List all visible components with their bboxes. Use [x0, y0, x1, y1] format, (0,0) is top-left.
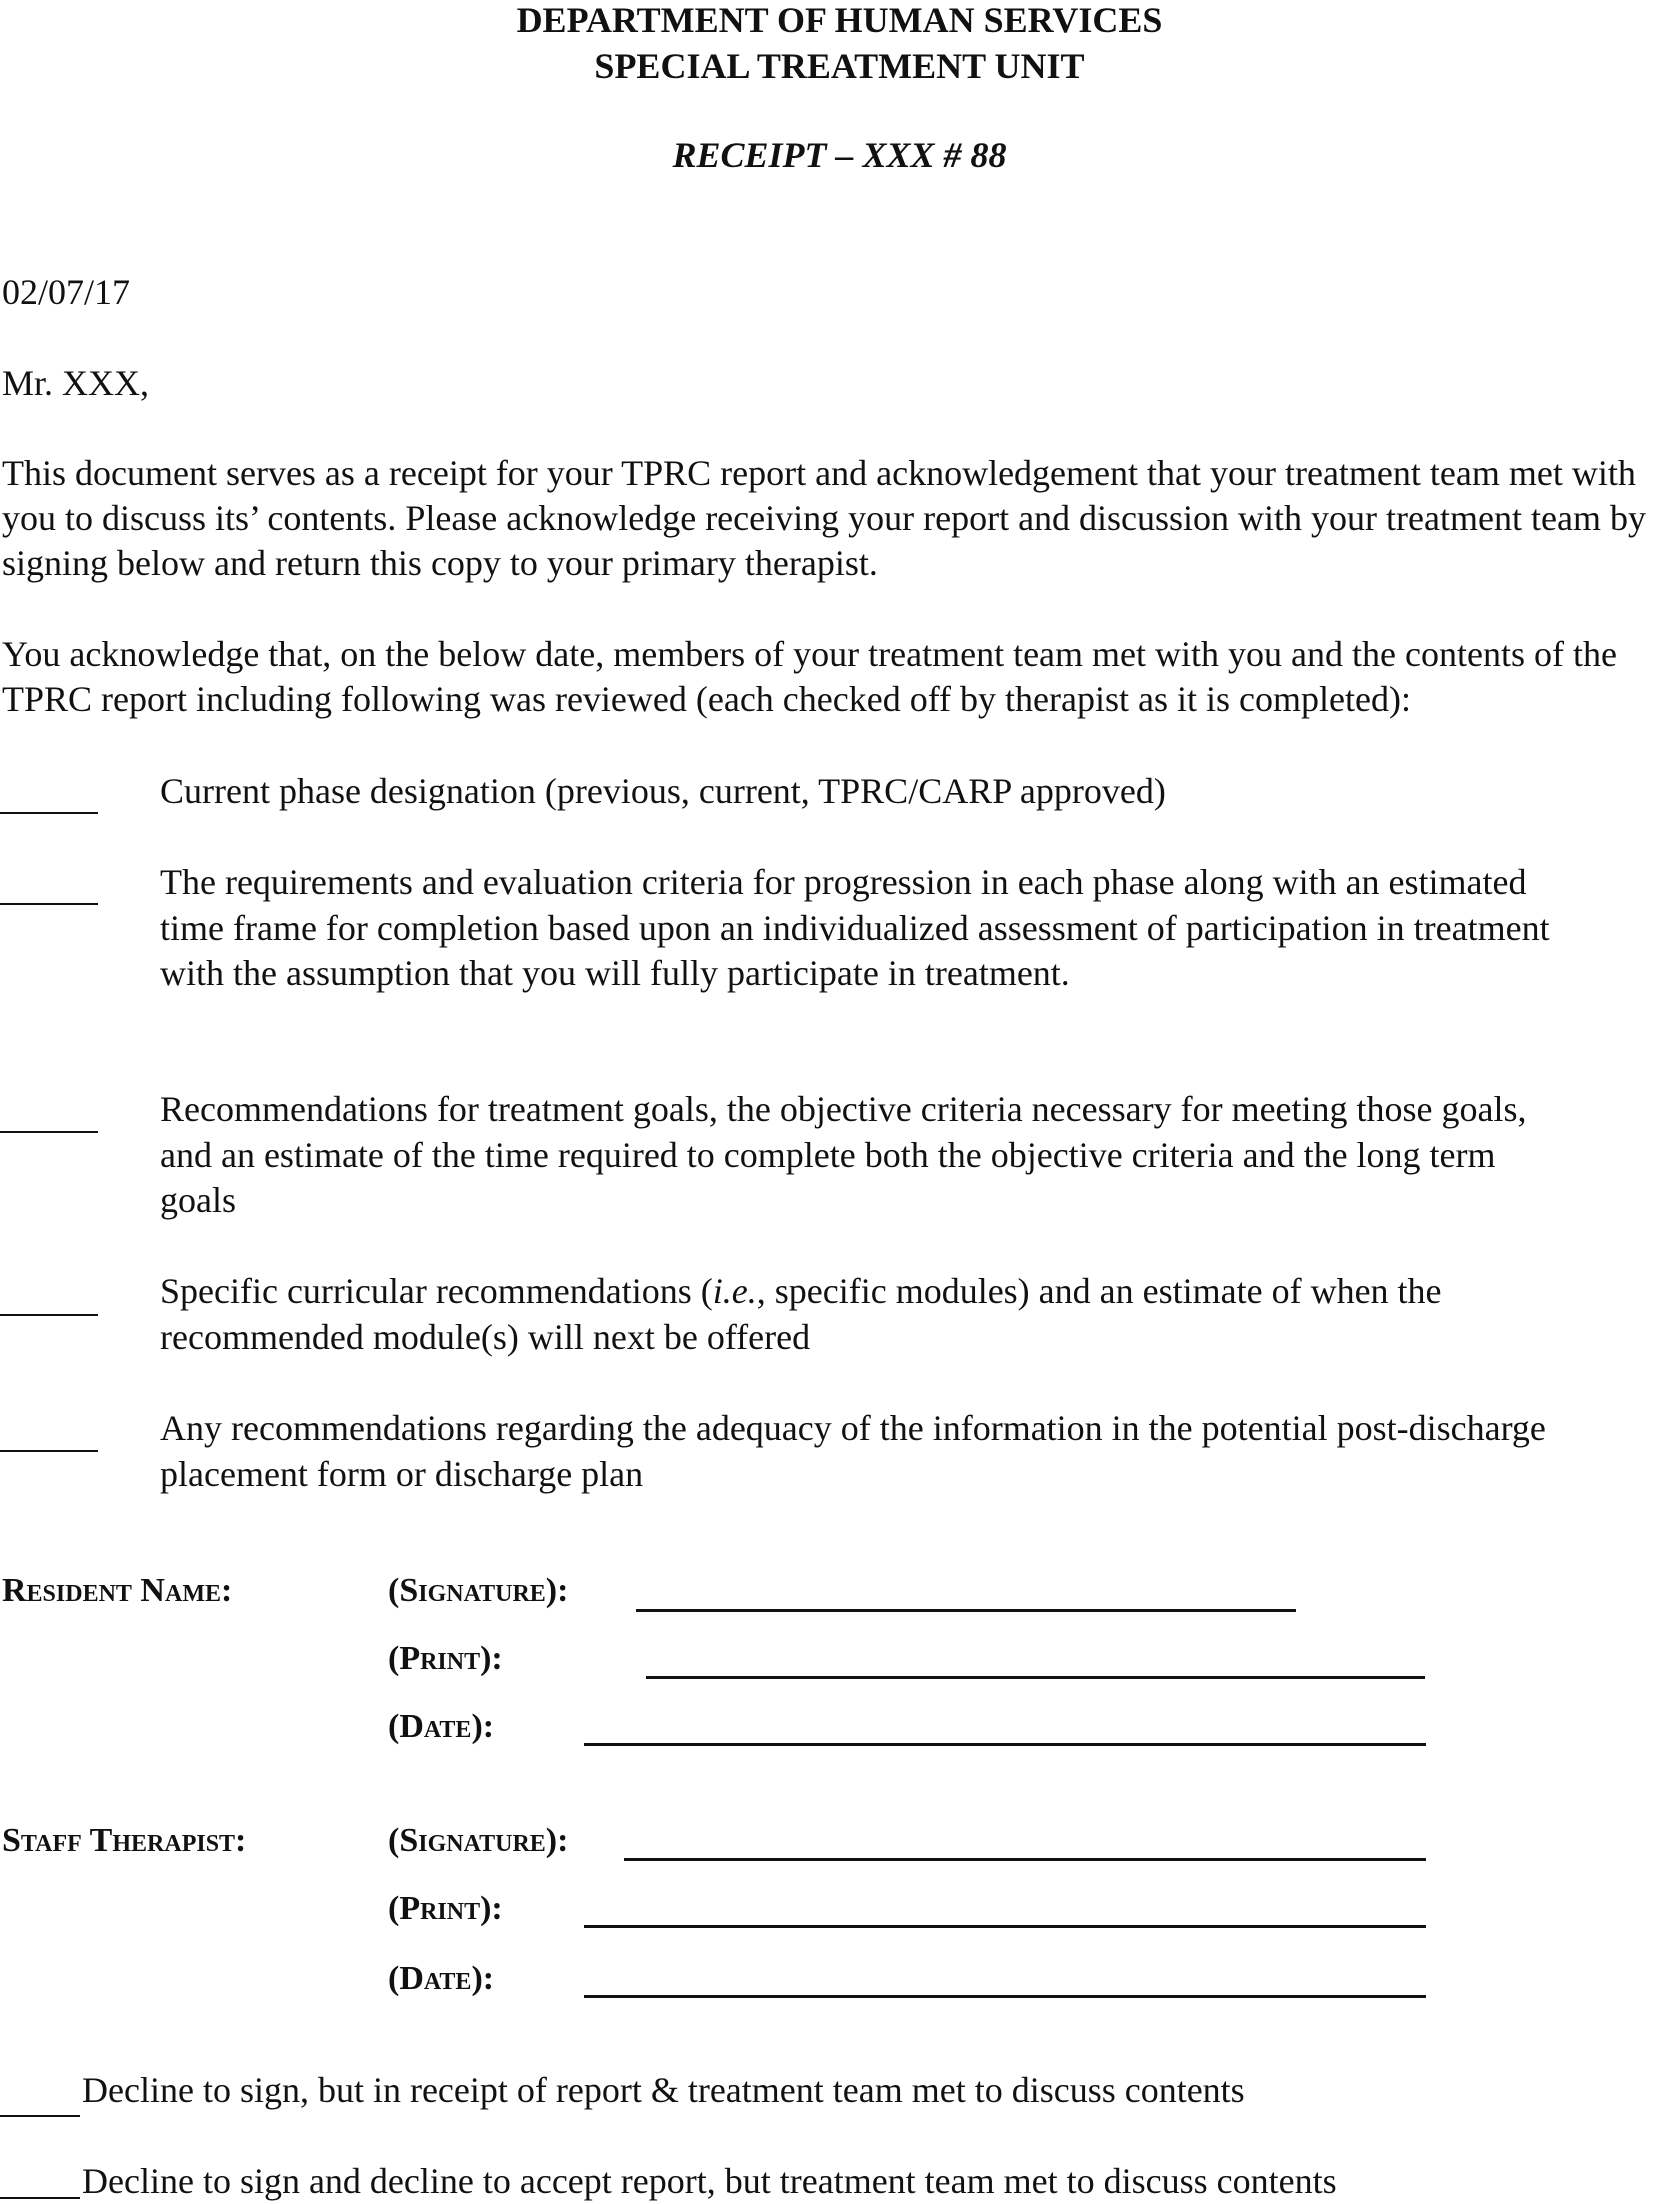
checklist-item-italic: i.e.: [712, 1271, 757, 1311]
header-department: DEPARTMENT OF HUMAN SERVICES: [516, 0, 1163, 40]
checklist-item: Recommendations for treatment goals, the objective criteria necessary for meeting those goals, and an estimate of the time required to complete both the objective criteria and the long term goals: [160, 1089, 1527, 1220]
therapist-signature-label: (Signature):: [388, 1822, 569, 1859]
header-unit: SPECIAL TREATMENT UNIT: [594, 46, 1085, 86]
checklist-blank[interactable]: [0, 903, 98, 905]
document-date: 02/07/17: [2, 272, 131, 312]
checklist-blank[interactable]: [0, 1450, 98, 1452]
resident-signature-label: (Signature):: [388, 1572, 569, 1609]
checklist-blank[interactable]: [0, 1131, 98, 1133]
staff-therapist-label: Staff Therapist:: [2, 1822, 247, 1859]
checklist-item: The requirements and evaluation criteria for progression in each phase along with an estimated time frame for completion based upon an individualized assessment of participation in treatment with the assumption that you will fully participate in treatment.: [160, 862, 1550, 993]
therapist-print-line[interactable]: [584, 1925, 1426, 1928]
salutation: Mr. XXX,: [2, 363, 150, 403]
therapist-signature-line[interactable]: [624, 1858, 1426, 1861]
checklist-blank[interactable]: [0, 1314, 98, 1316]
resident-date-label: (Date):: [388, 1708, 495, 1745]
resident-print-line[interactable]: [646, 1676, 1425, 1679]
checklist-item: Current phase designation (previous, current, TPRC/CARP approved): [160, 771, 1166, 811]
acknowledge-paragraph: You acknowledge that, on the below date, members of your treatment team met with you and the contents of the TPRC report including following was reviewed (each checked off by therapist as it is completed):: [2, 634, 1617, 719]
resident-date-line[interactable]: [584, 1743, 1426, 1746]
therapist-date-label: (Date):: [388, 1960, 495, 1997]
therapist-print-label: (Print):: [388, 1890, 503, 1927]
checklist-item: [160, 1269, 1560, 1360]
checklist-item-text: Specific curricular recommendations (: [160, 1271, 713, 1311]
checklist-item: Any recommendations regarding the adequacy of the information in the potential post-discharge placement form or discharge plan: [160, 1408, 1546, 1494]
checklist-blank[interactable]: [0, 812, 98, 814]
decline-accept-blank[interactable]: [0, 2197, 80, 2199]
receipt-title: RECEIPT – XXX # 88: [672, 135, 1007, 175]
decline-accept-option: Decline to sign and decline to accept report, but treatment team met to discuss contents: [82, 2161, 1337, 2201]
therapist-date-line[interactable]: [584, 1995, 1426, 1998]
resident-name-label: Resident Name:: [2, 1572, 233, 1609]
checklist-item-text: , specific modules) and an estimate of when the recommended module(s) will next be offered: [160, 1271, 1442, 1357]
intro-paragraph: This document serves as a receipt for your TPRC report and acknowledgement that your treatment team met with you to discuss its’ contents. Please acknowledge receiving your report and discussion with your treatment team by signing below and return this copy to your primary therapist.: [2, 453, 1646, 583]
resident-print-label: (Print):: [388, 1640, 503, 1677]
resident-signature-line[interactable]: [636, 1609, 1296, 1612]
decline-sign-option: Decline to sign, but in receipt of report & treatment team met to discuss contents: [82, 2070, 1245, 2110]
decline-sign-blank[interactable]: [0, 2115, 80, 2117]
